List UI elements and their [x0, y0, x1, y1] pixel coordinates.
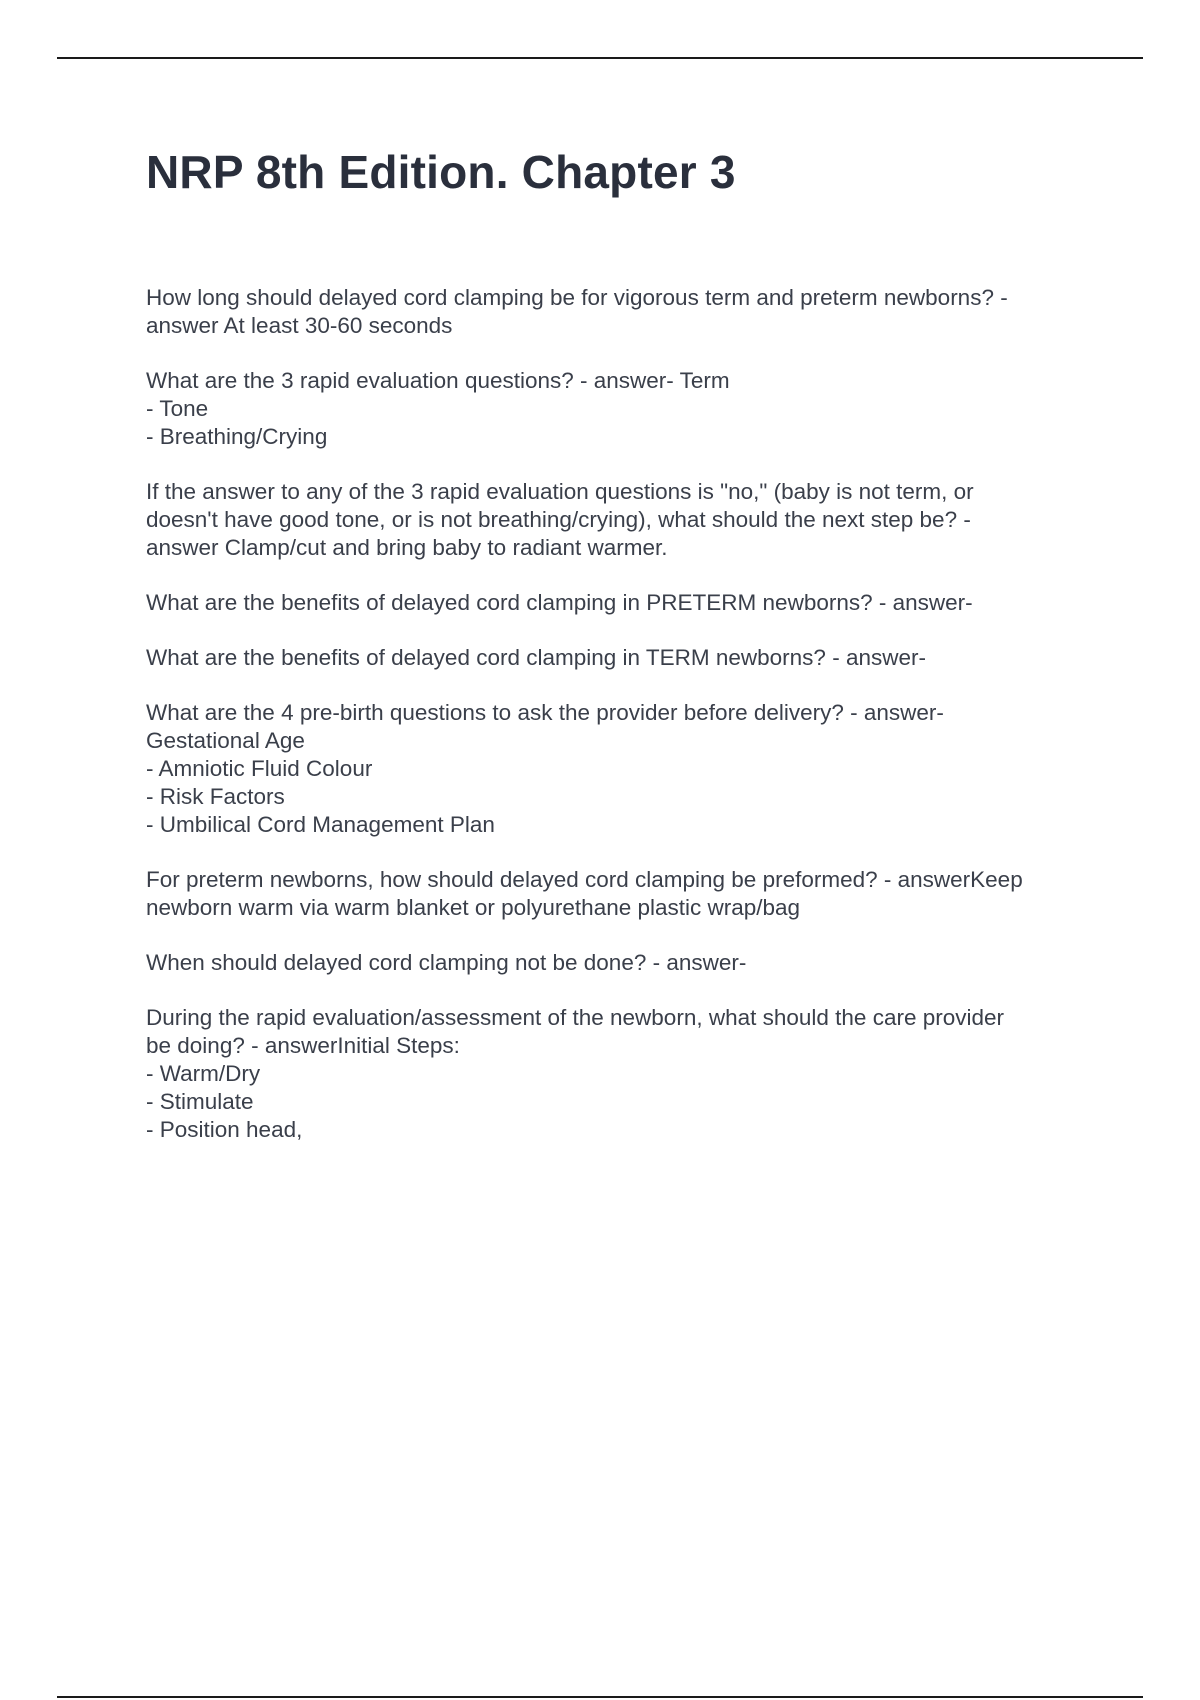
qa-item — [146, 1004, 1086, 1144]
qa-line: - Umbilical Cord Management Plan — [146, 812, 495, 837]
page-title: NRP 8th Edition. Chapter 3 — [146, 146, 736, 198]
qa-item — [146, 949, 1086, 977]
qa-line: - Breathing/Crying — [146, 424, 328, 449]
qa-line: - Warm/Dry — [146, 1061, 261, 1086]
qa-item — [146, 866, 1086, 922]
qa-line: If the answer to any of the 3 rapid evaluation questions is "no," (baby is not term, or — [146, 479, 974, 504]
qa-line: doesn't have good tone, or is not breathing/crying), what should the next step be? - — [146, 507, 971, 532]
qa-list — [146, 284, 1086, 1171]
qa-line: answer At least 30-60 seconds — [146, 313, 453, 338]
qa-line: Gestational Age — [146, 728, 305, 753]
qa-line: What are the 3 rapid evaluation questions? - answer- Term — [146, 368, 730, 393]
qa-item — [146, 644, 1086, 672]
qa-line: - Risk Factors — [146, 784, 285, 809]
qa-line: - Amniotic Fluid Colour — [146, 756, 373, 781]
qa-line: What are the benefits of delayed cord clamping in TERM newborns? - answer- — [146, 645, 926, 670]
qa-line: - Tone — [146, 396, 209, 421]
qa-item — [146, 284, 1086, 340]
bottom-rule — [57, 1696, 1143, 1698]
qa-line: What are the benefits of delayed cord clamping in PRETERM newborns? - answer- — [146, 590, 973, 615]
qa-line: How long should delayed cord clamping be for vigorous term and preterm newborns? - — [146, 285, 1008, 310]
qa-item — [146, 589, 1086, 617]
qa-line: be doing? - answerInitial Steps: — [146, 1033, 460, 1058]
qa-line: - Position head, — [146, 1117, 303, 1142]
qa-item — [146, 367, 1086, 451]
qa-line: - Stimulate — [146, 1089, 254, 1114]
qa-item — [146, 699, 1086, 839]
qa-item — [146, 478, 1086, 562]
qa-line: What are the 4 pre-birth questions to ask the provider before delivery? - answer- — [146, 700, 944, 725]
top-rule — [57, 57, 1143, 59]
qa-line: When should delayed cord clamping not be done? - answer- — [146, 950, 747, 975]
qa-line: answer Clamp/cut and bring baby to radiant warmer. — [146, 535, 668, 560]
qa-line: For preterm newborns, how should delayed cord clamping be preformed? - answerKeep — [146, 867, 1023, 892]
qa-line: newborn warm via warm blanket or polyurethane plastic wrap/bag — [146, 895, 801, 920]
qa-line: During the rapid evaluation/assessment of the newborn, what should the care provider — [146, 1005, 1004, 1030]
